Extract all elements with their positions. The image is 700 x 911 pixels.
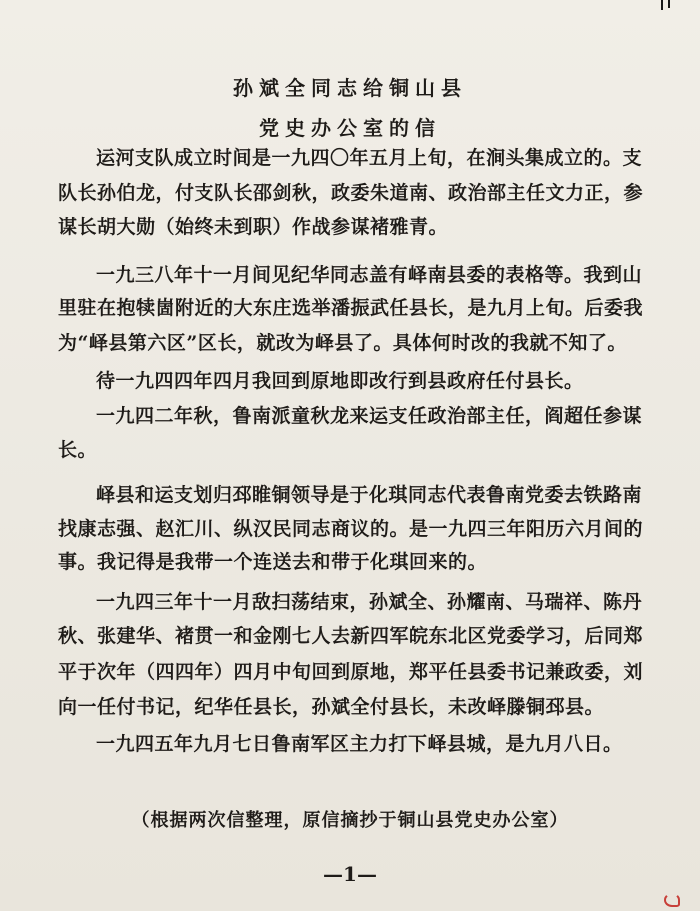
text-line: 事。我记得是我带一个连送去和带于化琪回来的。 [58,551,488,573]
text-line: 秋、张建华、褚贯一和金刚七人去新四军皖东北区党委学习，后同郑 [58,625,644,647]
text-line: 待一九四四年四月我回到原地即改行到县政府任付县长。 [96,370,584,392]
scan-mark [661,0,663,10]
text-line: 里驻在抱犊崮附近的大东庄选举潘振武任县长，是九月上旬。后委我 [58,297,644,319]
text-line: 向一任付书记，纪华任县长，孙斌全付县长，未改峄滕铜邳县。 [58,696,605,718]
source-footnote: （根据两次信整理，原信摘抄于铜山县党史办公室） [131,810,569,831]
text-line: 一九四二年秋，鲁南派童秋龙来运支任政治部主任，阎超任参谋 [96,405,643,427]
text-line: 运河支队成立时间是一九四〇年五月上旬，在涧头集成立的。支 [96,147,643,169]
text-line: 峄县和运支划归邳睢铜领导是于化琪同志代表鲁南党委去铁路南 [96,484,643,506]
text-line: 长。 [58,439,98,461]
text-line: 一九四五年九月七日鲁南军区主力打下峄县城，是九月八日。 [96,733,623,755]
page-number: —1— [323,862,377,886]
text-line: 一九四三年十一月敌扫荡结束，孙斌全、孙耀南、马瑞祥、陈丹 [96,591,643,613]
scan-mark [668,0,670,8]
text-line: 找康志强、赵汇川、纵汉民同志商议的。是一九四三年阳历六月间的 [58,518,644,540]
text-line: 为“峄县第六区”区长，就改为峄县了。具体何时改的我就不知了。 [58,332,627,354]
text-line: 谋长胡大勋（始终未到职）作战参谋褚雅青。 [58,216,449,238]
red-ink-mark [664,893,680,907]
letter-subtitle: 党史办公室的信 [259,116,441,140]
text-line: 一九三八年十一月间见纪华同志盖有峄南县委的表格等。我到山 [96,264,643,286]
text-line: 平于次年（四四年）四月中旬回到原地，郑平任县委书记兼政委，刘 [58,661,644,683]
letter-title: 孙斌全同志给铜山县 [233,76,467,100]
text-line: 队长孙伯龙，付支队长邵剑秋，政委朱道南、政治部主任文力正，参 [58,182,644,204]
